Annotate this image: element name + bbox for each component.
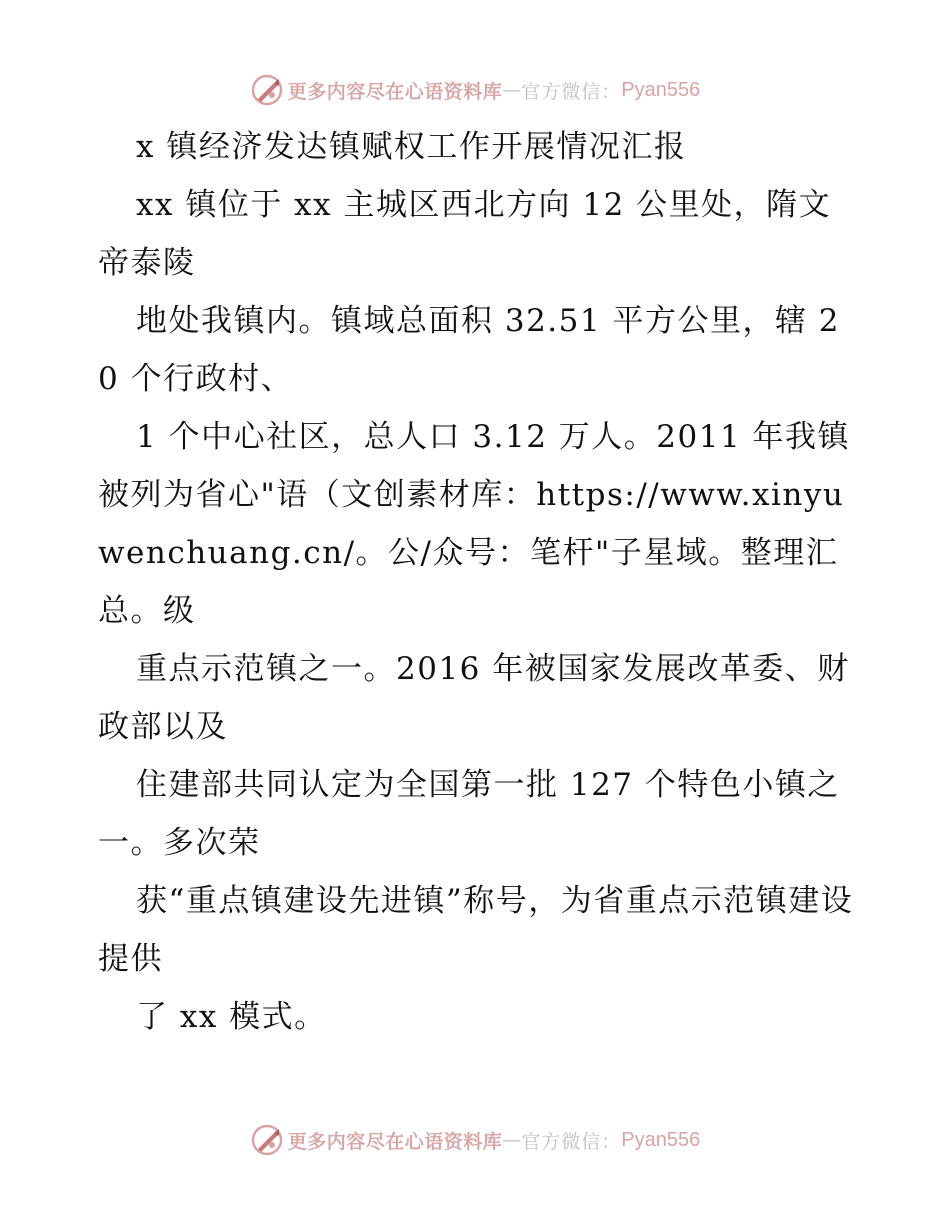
quill-logo-icon — [250, 1123, 284, 1157]
watermark-wechat-id: Pyan556 — [621, 78, 701, 101]
quill-logo-icon — [250, 73, 284, 107]
doc-paragraph: 1 个中心社区，总人口 3.12 万人。2011 年我镇被列为省心"语（文创素材库：https://www.xinyuwenchuang.cn/。公/众号：笔杆"子星域。整理汇总。级 — [98, 419, 851, 629]
header-watermark — [0, 70, 950, 110]
doc-paragraph: 重点示范镇之一。2016 年被国家发展改革委、财政部以及 — [98, 651, 850, 745]
document-body — [98, 118, 854, 1046]
footer-watermark — [0, 1120, 950, 1160]
doc-paragraph: 获“重点镇建设先进镇”称号，为省重点示范镇建设提供 — [98, 883, 854, 977]
watermark-separator: — — [502, 79, 522, 101]
doc-paragraph: 地处我镇内。镇域总面积 32.51 平方公里，辖 20 个行政村、 — [98, 303, 841, 397]
watermark-wechat-label: 官方微信： — [521, 80, 622, 103]
watermark-wechat-id: Pyan556 — [621, 1128, 701, 1151]
doc-paragraph: xx 镇位于 xx 主城区西北方向 12 公里处，隋文帝泰陵 — [98, 187, 832, 281]
doc-paragraph: 住建部共同认定为全国第一批 127 个特色小镇之一。多次荣 — [98, 767, 840, 861]
watermark-brand: 更多内容尽在心语资料库 — [287, 80, 503, 103]
watermark-wechat-label: 官方微信： — [521, 1130, 622, 1153]
doc-title: x 镇经济发达镇赋权工作开展情况汇报 — [136, 129, 687, 165]
watermark-brand: 更多内容尽在心语资料库 — [287, 1130, 503, 1153]
watermark-separator: — — [502, 1129, 522, 1151]
doc-paragraph: 了 xx 模式。 — [136, 999, 327, 1035]
